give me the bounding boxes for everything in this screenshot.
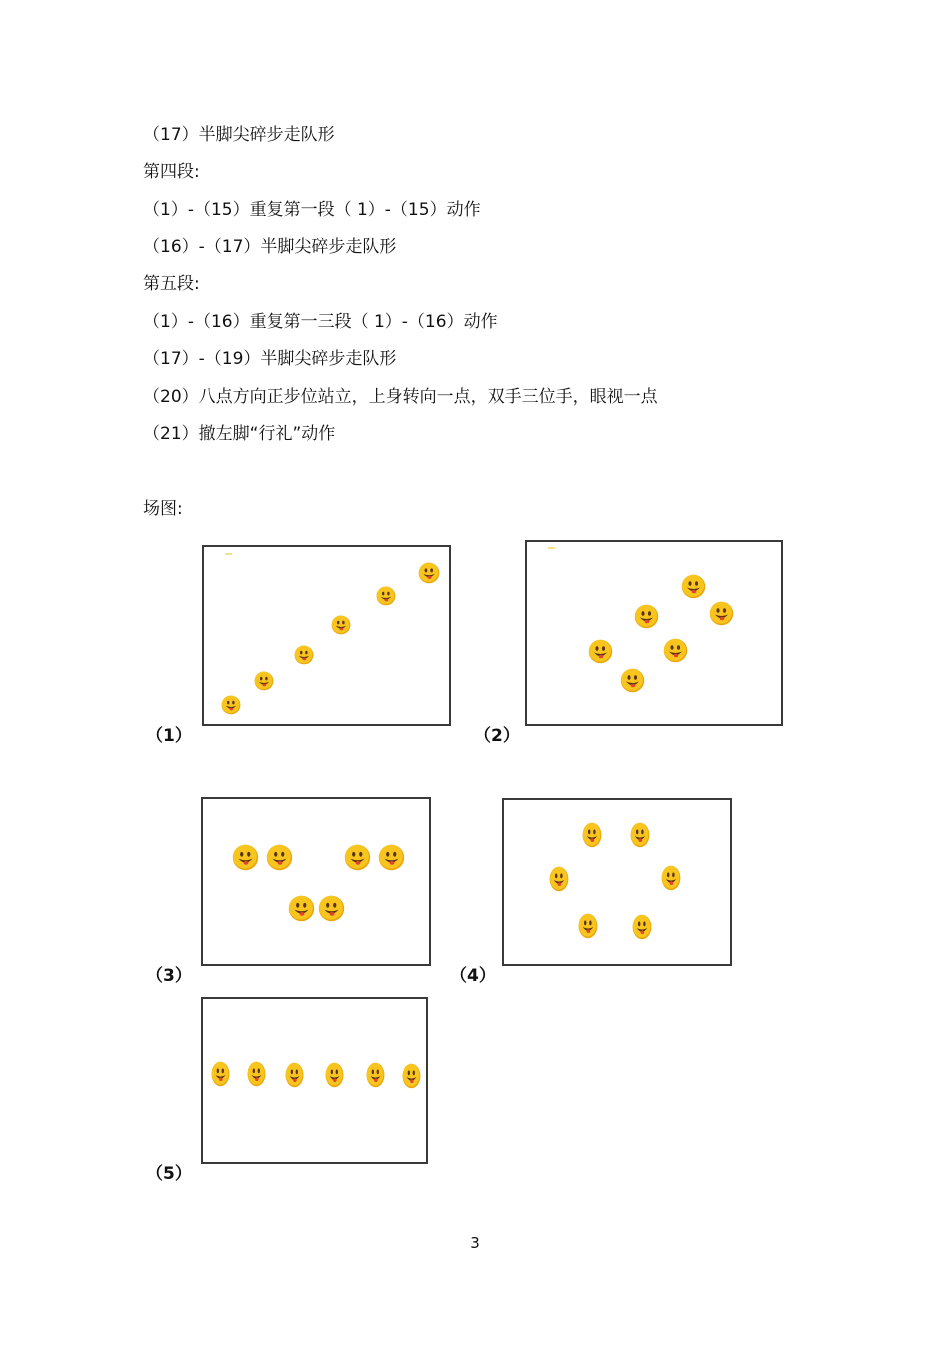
smiley-face-icon <box>254 671 274 691</box>
smiley-face-icon <box>588 639 613 664</box>
smiley-face-icon <box>376 586 396 606</box>
page-number: 3 <box>470 1234 480 1252</box>
text-line: （1）-（16）重复第一三段（ 1）-（16）动作 <box>143 312 498 332</box>
smiley-face-icon <box>582 822 602 848</box>
formation-diagram-5 <box>201 997 428 1164</box>
stray-mark <box>225 553 232 555</box>
diagram-label-2: （2） <box>474 726 520 746</box>
text-line: （17）半脚尖碎步走队形 <box>143 125 335 145</box>
smiley-face-icon <box>418 562 440 584</box>
smiley-face-icon <box>285 1062 304 1088</box>
diagram-label-3: （3） <box>146 966 192 986</box>
smiley-face-icon <box>378 844 405 871</box>
smiley-face-icon <box>331 615 351 635</box>
smiley-face-icon <box>247 1061 266 1087</box>
diagram-label-4: （4） <box>450 966 496 986</box>
smiley-face-icon <box>632 914 652 940</box>
smiley-face-icon <box>366 1062 385 1088</box>
smiley-face-icon <box>325 1062 344 1088</box>
text-line: （17）-（19）半脚尖碎步走队形 <box>143 349 397 369</box>
diagram-label-1: （1） <box>146 726 192 746</box>
formation-diagram-2 <box>525 540 783 726</box>
smiley-face-icon <box>634 604 659 629</box>
smiley-face-icon <box>232 844 259 871</box>
smiley-face-icon <box>620 668 645 693</box>
text-line: （16）-（17）半脚尖碎步走队形 <box>143 237 397 257</box>
smiley-face-icon <box>663 638 688 663</box>
smiley-face-icon <box>681 574 706 599</box>
section-heading: 第五段: <box>143 274 200 294</box>
smiley-face-icon <box>221 695 241 715</box>
smiley-face-icon <box>630 822 650 848</box>
text-line: （1）-（15）重复第一段（ 1）-（15）动作 <box>143 200 481 220</box>
smiley-face-icon <box>344 844 371 871</box>
smiley-face-icon <box>549 866 569 892</box>
smiley-face-icon <box>266 844 293 871</box>
smiley-face-icon <box>578 913 598 939</box>
diagrams-heading: 场图: <box>143 499 183 519</box>
formation-diagram-3 <box>201 797 431 966</box>
text-line: （21）撤左脚“行礼”动作 <box>143 424 336 444</box>
smiley-face-icon <box>211 1061 230 1087</box>
stray-mark <box>548 547 555 549</box>
text-line: （20）八点方向正步位站立，上身转向一点，双手三位手，眼视一点 <box>143 387 658 407</box>
smiley-face-icon <box>318 895 345 922</box>
formation-diagram-1 <box>202 545 451 726</box>
smiley-face-icon <box>402 1063 421 1089</box>
section-heading: 第四段: <box>143 162 200 182</box>
smiley-face-icon <box>288 895 315 922</box>
formation-diagram-4 <box>502 798 732 966</box>
smiley-face-icon <box>294 645 314 665</box>
smiley-face-icon <box>661 865 681 891</box>
diagram-label-5: （5） <box>146 1164 192 1184</box>
smiley-face-icon <box>709 601 734 626</box>
